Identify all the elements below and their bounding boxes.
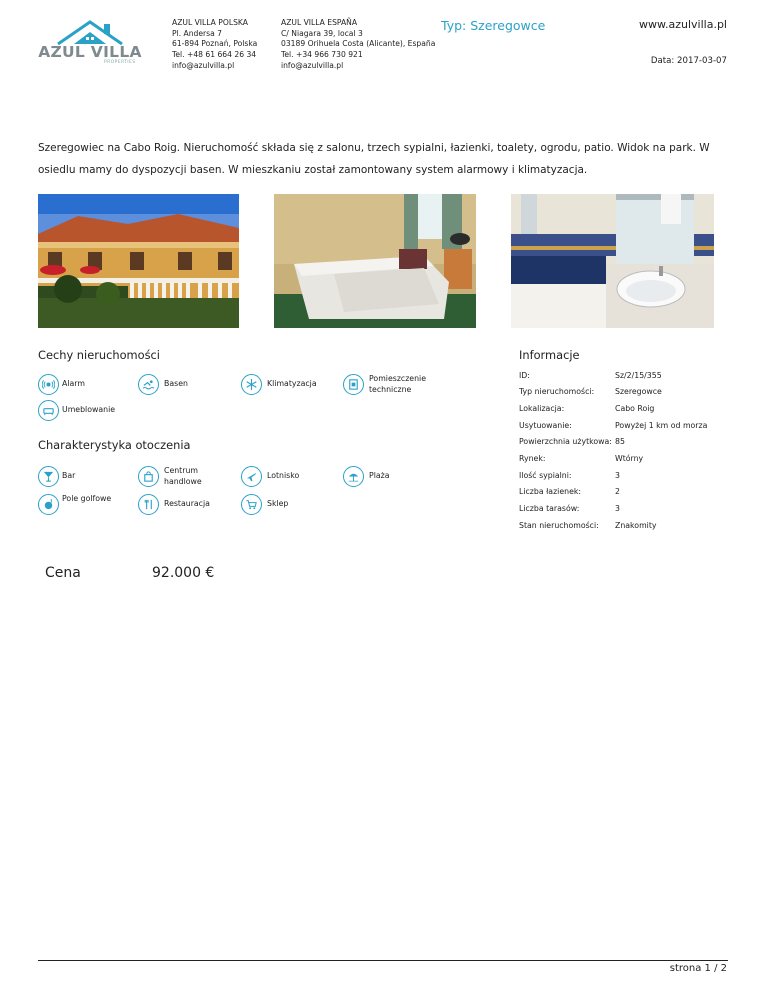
info-key: Ilość sypialni: bbox=[519, 471, 572, 480]
nearby-airport bbox=[241, 466, 262, 487]
nearby-restaurant bbox=[138, 494, 159, 515]
nearby-golf bbox=[38, 494, 59, 515]
office-line: AZUL VILLA POLSKA bbox=[172, 18, 248, 27]
footer-divider bbox=[38, 960, 728, 961]
feature-alarm bbox=[38, 374, 59, 395]
info-key: Liczba łazienek: bbox=[519, 487, 582, 496]
photo-exterior[interactable] bbox=[38, 194, 239, 328]
document-date: Data: 2017-03-07 bbox=[650, 56, 727, 66]
golf-icon bbox=[38, 494, 59, 515]
info-value: Szeregowce bbox=[615, 387, 662, 396]
feature-label: Basen bbox=[164, 379, 188, 388]
info-key: Typ nieruchomości: bbox=[519, 387, 595, 396]
info-value: 3 bbox=[615, 504, 620, 513]
feature-label: Alarm bbox=[62, 379, 85, 388]
alarm-icon bbox=[38, 374, 59, 395]
feature-utility-room bbox=[343, 374, 364, 395]
info-key: ID: bbox=[519, 371, 530, 380]
office-line: 61-894 Poznań, Polska bbox=[172, 39, 258, 49]
info-key: Lokalizacja: bbox=[519, 404, 565, 413]
nearby-shopping-center bbox=[138, 466, 159, 487]
property-type-heading: Typ: Szeregowce bbox=[441, 18, 546, 33]
info-key: Stan nieruchomości: bbox=[519, 521, 599, 530]
price-label: Cena bbox=[45, 565, 81, 581]
nearby-beach bbox=[343, 466, 364, 487]
nearby-label: Sklep bbox=[267, 499, 289, 508]
office-line: 03189 Orihuela Costa (Alicante), España bbox=[281, 39, 436, 49]
nearby-bar bbox=[38, 466, 59, 487]
office-email[interactable]: info@azulvilla.pl bbox=[172, 60, 235, 70]
photo-bedroom[interactable] bbox=[274, 194, 476, 328]
info-value: 85 bbox=[615, 437, 625, 446]
feature-label: Umeblowanie bbox=[62, 405, 116, 414]
feature-air-conditioning bbox=[241, 374, 262, 395]
info-key: Usytuowanie: bbox=[519, 421, 572, 430]
cocktail-icon bbox=[38, 466, 59, 487]
info-key: Rynek: bbox=[519, 454, 546, 463]
nearby-label: Centrum handlowe bbox=[164, 466, 202, 486]
feature-label: Pomieszczenie techniczne bbox=[369, 374, 426, 394]
feature-furnished bbox=[38, 400, 59, 421]
features-title: Cechy nieruchomości bbox=[38, 348, 160, 362]
townhouse-photo bbox=[38, 194, 239, 328]
office-line: AZUL VILLA ESPAÑA bbox=[281, 18, 358, 27]
photo-bathroom[interactable] bbox=[511, 194, 714, 328]
office-line: Tel. +34 966 730 921 bbox=[281, 50, 363, 60]
nearby-label: Lotnisko bbox=[267, 471, 300, 480]
bedroom-photo bbox=[274, 194, 476, 328]
sofa-icon bbox=[38, 400, 59, 421]
price-value: 92.000 € bbox=[152, 565, 215, 581]
office-email[interactable]: info@azulvilla.pl bbox=[281, 60, 344, 70]
logo-text: AZUL VILLA bbox=[38, 43, 142, 61]
utility-room-icon bbox=[343, 374, 364, 395]
website-link[interactable]: www.azulvilla.pl bbox=[639, 18, 727, 31]
surroundings-title: Charakterystyka otoczenia bbox=[38, 438, 191, 452]
cart-icon bbox=[241, 494, 262, 515]
bathroom-photo bbox=[511, 194, 714, 328]
info-value: Sz/2/15/355 bbox=[615, 371, 662, 380]
office-line: C/ Niagara 39, local 3 bbox=[281, 28, 363, 38]
fork-knife-icon bbox=[138, 494, 159, 515]
logo-subtext: PROPERTIES bbox=[104, 60, 136, 65]
nearby-label: Bar bbox=[62, 471, 76, 480]
nearby-label: Restauracja bbox=[164, 499, 210, 508]
info-value: 2 bbox=[615, 487, 620, 496]
office-line: Tel. +48 61 664 26 34 bbox=[172, 50, 257, 60]
info-value: Powyżej 1 km od morza bbox=[615, 421, 708, 430]
nearby-label: Plaża bbox=[369, 471, 390, 480]
office-poland-address bbox=[172, 18, 272, 72]
page-number: strona 1 / 2 bbox=[669, 963, 727, 974]
nearby-shop bbox=[241, 494, 262, 515]
office-spain-address bbox=[281, 18, 441, 72]
company-logo bbox=[38, 18, 142, 70]
info-value: Wtórny bbox=[615, 454, 644, 463]
feature-pool bbox=[138, 374, 159, 395]
info-value: 3 bbox=[615, 471, 620, 480]
snowflake-icon bbox=[241, 374, 262, 395]
info-value: Znakomity bbox=[615, 521, 657, 530]
airplane-icon bbox=[241, 466, 262, 487]
info-key: Liczba tarasów: bbox=[519, 504, 580, 513]
info-key: Powierzchnia użytkowa: bbox=[519, 437, 612, 446]
property-description: Szeregowiec na Cabo Roig. Nieruchomość składa się z salonu, trzech sypialni, łazienki, toalety, ogrodu, patio. Widok na park. W osiedlu mamy do dyspozycji basen. W mieszkaniu został zamontowany system alarmowy i klimatyzacja. bbox=[38, 142, 710, 176]
office-line: Pl. Andersa 7 bbox=[172, 28, 222, 38]
swimmer-icon bbox=[138, 374, 159, 395]
info-value: Cabo Roig bbox=[615, 404, 655, 413]
shopping-bag-icon bbox=[138, 466, 159, 487]
feature-label: Klimatyzacja bbox=[267, 379, 317, 388]
info-title: Informacje bbox=[519, 348, 580, 362]
beach-umbrella-icon bbox=[343, 466, 364, 487]
nearby-label: Pole golfowe bbox=[62, 494, 112, 503]
